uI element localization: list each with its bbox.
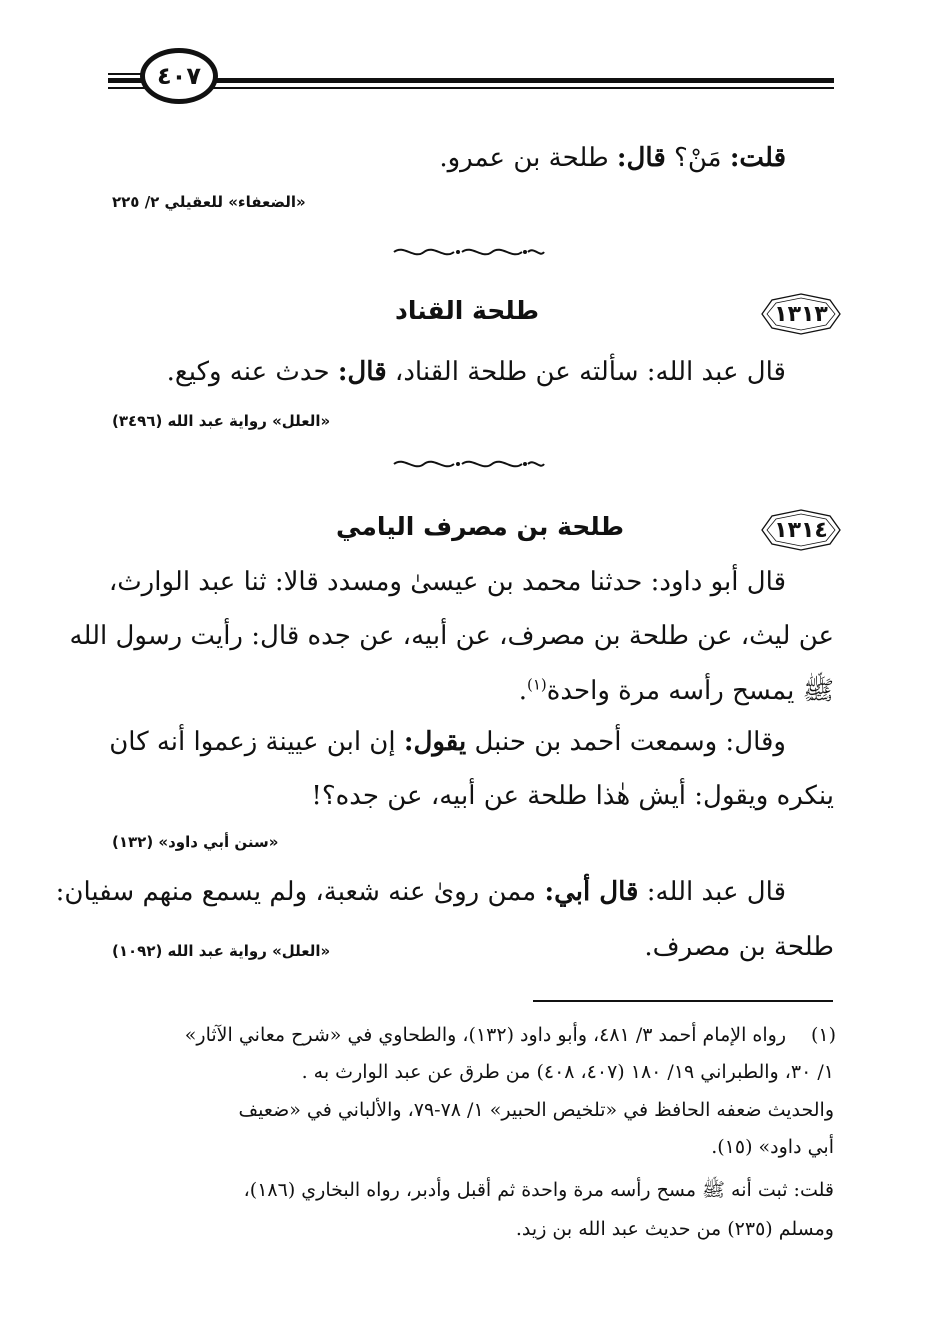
header-rule-top	[108, 73, 142, 75]
footnote-separator	[533, 1000, 833, 1002]
footnote-line-2: ١/ ٣٠، والطبراني ١٩/ ١٨٠ (٤٠٧، ٤٠٨) من طرق عن عبد الوارث به .	[301, 1061, 834, 1083]
entry-1314-line-1: قال أبو داود: حدثنا محمد بن عيسىٰ ومسدد قالا: ثنا عبد الوارث،	[108, 567, 786, 597]
footnote-line-6: ومسلم (٢٣٥) من حديث عبد الله بن زيد.	[515, 1218, 834, 1240]
entry-title-1314: طلحة بن مصرف اليامي	[336, 512, 624, 541]
entry-1314-line-4: وقال: وسمعت أحمد بن حنبل يقول: إن ابن عيينة زعموا أنه كان	[109, 727, 786, 757]
entry-1313-line-1: قال عبد الله: سألته عن طلحة القناد، قال: حدث عنه وكيع.	[166, 357, 786, 387]
entry-1314-source-1: «سنن أبي داود» (١٣٢)	[112, 833, 279, 851]
page-number	[140, 48, 218, 104]
entry-number-badge-1314: ١٣١٤	[760, 508, 842, 552]
header-rule-thin	[108, 87, 834, 89]
entry-1314-line-2: عن ليث، عن طلحة بن مصرف، عن أبيه، عن جده قال: رأيت رسول الله	[69, 621, 834, 651]
entry-title-1313: طلحة القناد	[394, 296, 539, 325]
entry-1313-source: «العلل» رواية عبد الله (٣٤٩٦)	[112, 412, 331, 430]
entry-number-badge-1313: ١٣١٣	[760, 292, 842, 336]
intro-source: «الضعفاء» للعقيلي ٢/ ٢٢٥	[112, 193, 306, 211]
section-divider-ornament	[392, 244, 546, 260]
footnote-line-5: قلت: ثبت أنه ﷺ مسح رأسه مرة واحدة ثم أقبل وأدبر، رواه البخاري (١٨٦)،	[243, 1179, 834, 1201]
entry-1314-line-6: قال عبد الله: قال أبي: ممن روىٰ عنه شعبة، ولم يسمع منهم سفيان:	[55, 877, 786, 907]
entry-1314-source-2: «العلل» رواية عبد الله (١٠٩٢)	[112, 942, 331, 960]
footnote-line-3: والحديث ضعفه الحافظ في «تلخيص الحبير» ١/ ٧٨-٧٩، والألباني في «ضعيف	[238, 1099, 834, 1121]
footnote-line-4: أبي داود» (١٥).	[711, 1136, 834, 1158]
intro-line-1: قلت: مَنْ؟ قال: طلحة بن عمرو.	[439, 143, 786, 173]
section-divider-ornament	[392, 456, 546, 472]
entry-1314-line-5: ينكره ويقول: أيش هٰذا طلحة عن أبيه، عن جده؟!	[311, 781, 834, 811]
footnote-number: (١)	[810, 1024, 836, 1046]
page-number-text: ٤٠٧	[157, 62, 201, 90]
entry-1314-line-7: طلحة بن مصرف.	[644, 932, 834, 962]
entry-1314-line-3: ﷺ يمسح رأسه مرة واحدة$^{(١)}$.	[518, 675, 834, 706]
footnote-line-1: رواه الإمام أحمد ٣/ ٤٨١، وأبو داود (١٣٢)، والطحاوي في «شرح معاني الآثار»	[184, 1024, 786, 1046]
footnote-ref: (١)	[526, 675, 547, 694]
